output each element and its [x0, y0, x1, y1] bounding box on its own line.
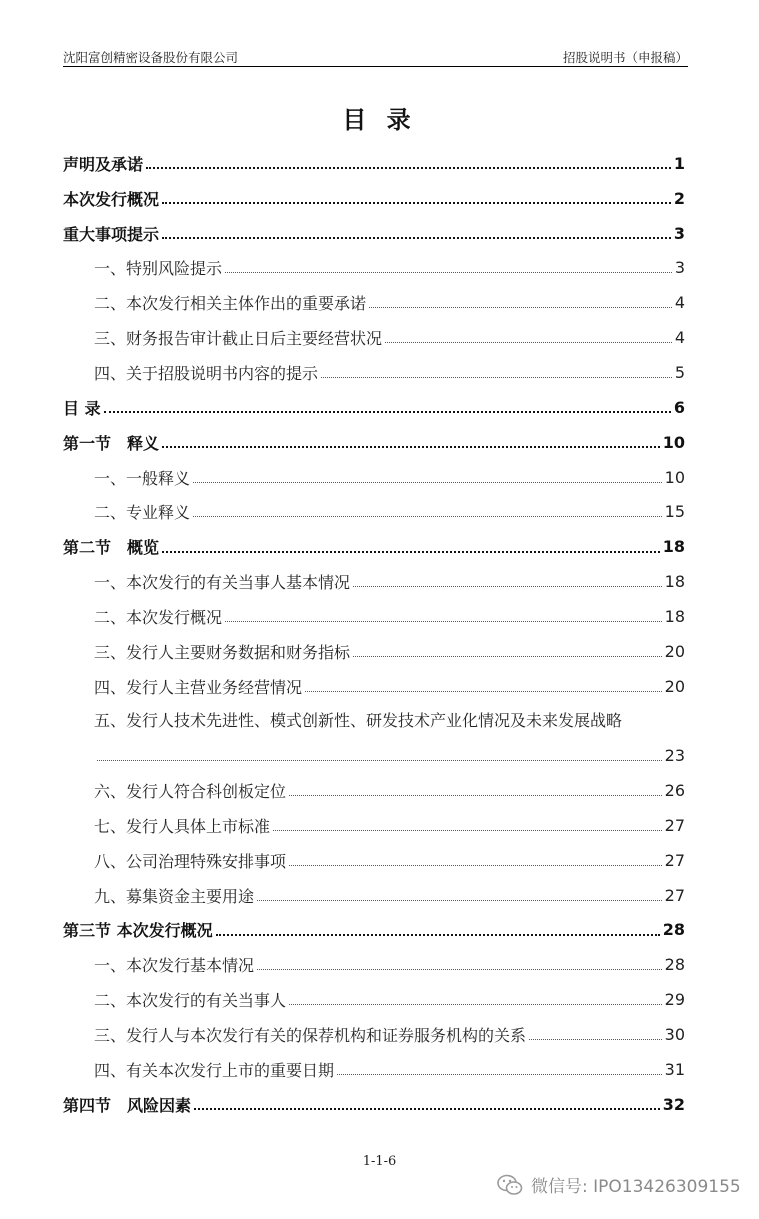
toc-entry-page: 23 — [664, 746, 685, 766]
toc-section-entry[interactable] — [63, 1052, 685, 1087]
toc-leader-dots — [257, 969, 662, 970]
toc-entry-label: 本次发行概况 — [63, 189, 160, 209]
toc-entry-page: 31 — [664, 1059, 685, 1079]
toc-leader-dots — [321, 377, 672, 378]
toc-entry-label: 第一节 释义 — [63, 433, 160, 453]
toc-chapter-entry[interactable] — [63, 425, 685, 460]
toc-entry-label: 目 录 — [63, 398, 101, 418]
toc-entry-page: 27 — [664, 885, 685, 905]
toc-section-entry[interactable] — [63, 843, 685, 878]
toc-entry-page: 1 — [673, 153, 685, 173]
toc-leader-dots — [257, 900, 662, 901]
toc-entry-label: 二、本次发行的有关当事人 — [94, 991, 287, 1011]
toc-entry-page: 15 — [664, 502, 685, 522]
toc-entry-label: 七、发行人具体上市标准 — [94, 816, 271, 836]
wechat-icon — [497, 1174, 523, 1196]
toc-entry-page: 28 — [662, 920, 685, 940]
toc-entry-label: 二、本次发行相关主体作出的重要承诺 — [94, 294, 367, 314]
toc-entry-page: 20 — [664, 641, 685, 661]
toc-leader-dots — [162, 551, 660, 553]
toc-section-entry[interactable] — [63, 634, 685, 669]
toc-leader-dots — [216, 934, 660, 936]
watermark-text: 微信号: IPO13426309155 — [531, 1177, 741, 1197]
toc-section-entry[interactable] — [63, 947, 685, 982]
toc-leader-dots — [369, 307, 672, 308]
toc-leader-dots — [353, 586, 662, 587]
toc-section-entry[interactable] — [63, 564, 685, 599]
toc-chapter-entry[interactable] — [63, 181, 685, 216]
toc-leader-dots — [273, 830, 662, 831]
toc-entry-label: 三、发行人主要财务数据和财务指标 — [94, 642, 351, 662]
toc-entry-page: 3 — [674, 258, 685, 278]
toc-entry-label: 二、本次发行概况 — [94, 607, 223, 627]
toc-section-entry[interactable] — [63, 982, 685, 1017]
header-rule — [63, 66, 688, 67]
toc-entry-page: 28 — [664, 955, 685, 975]
toc-leader-dots — [104, 411, 671, 413]
toc-chapter-entry[interactable] — [63, 216, 685, 251]
toc-entry-page: 3 — [673, 223, 685, 243]
toc-section-entry[interactable] — [63, 251, 685, 286]
toc-entry-label: 一、特别风险提示 — [94, 259, 223, 279]
toc-entry-page: 6 — [673, 397, 685, 417]
header-doc-title: 招股说明书（申报稿） — [562, 50, 688, 65]
page-header — [63, 46, 688, 64]
toc-entry-page: 5 — [674, 362, 685, 382]
toc-section-entry[interactable] — [63, 320, 685, 355]
toc-chapter-entry[interactable] — [63, 1087, 685, 1122]
toc-entry-label: 声明及承诺 — [63, 154, 144, 174]
toc-entry-label: 第二节 概览 — [63, 538, 160, 558]
toc-entry-page: 26 — [664, 781, 685, 801]
toc-section-entry[interactable] — [63, 599, 685, 634]
toc-leader-dots — [225, 621, 662, 622]
watermark — [497, 1172, 741, 1197]
toc-leader-dots — [305, 691, 662, 692]
toc-leader-dots — [289, 795, 662, 796]
toc-entry-page: 29 — [664, 990, 685, 1010]
toc-leader-dots — [162, 202, 671, 204]
toc-entry-label: 三、发行人与本次发行有关的保荐机构和证券服务机构的关系 — [94, 1026, 527, 1046]
toc-entry-label: 五、发行人技术先进性、模式创新性、研发技术产业化情况及未来发展战略 — [94, 710, 623, 730]
toc-leader-dots — [193, 482, 662, 483]
toc-entry-page: 32 — [662, 1094, 685, 1114]
toc-entry-page: 18 — [664, 606, 685, 626]
toc-section-entry[interactable] — [63, 878, 685, 913]
toc-entry-label: 一、本次发行的有关当事人基本情况 — [94, 573, 351, 593]
page-number: 1-1-6 — [362, 1154, 397, 1169]
header-company: 沈阳富创精密设备股份有限公司 — [63, 50, 239, 65]
toc-section-entry[interactable] — [63, 355, 685, 390]
toc-entry-page: 4 — [674, 293, 685, 313]
toc-entry-page: 27 — [664, 850, 685, 870]
toc-entry-page: 27 — [664, 815, 685, 835]
toc-section-entry[interactable] — [63, 494, 685, 529]
toc-leader-dots — [97, 760, 662, 761]
table-of-contents — [63, 146, 685, 1122]
toc-chapter-entry[interactable] — [63, 913, 685, 948]
toc-leader-dots — [194, 1108, 660, 1110]
toc-entry-page: 10 — [662, 432, 685, 452]
toc-entry-page: 18 — [664, 572, 685, 592]
toc-leader-dots — [225, 272, 672, 273]
toc-entry-label: 一、本次发行基本情况 — [94, 956, 255, 976]
toc-entry-page: 30 — [664, 1025, 685, 1045]
toc-leader-dots — [385, 342, 672, 343]
toc-entry-label: 第三节 本次发行概况 — [63, 921, 213, 941]
toc-leader-dots — [289, 865, 662, 866]
toc-section-entry[interactable] — [63, 808, 685, 843]
toc-section-entry[interactable] — [63, 460, 685, 495]
toc-leader-dots — [162, 446, 660, 448]
toc-chapter-entry[interactable] — [63, 390, 685, 425]
toc-section-entry[interactable] — [63, 704, 685, 774]
toc-chapter-entry[interactable] — [63, 529, 685, 564]
toc-entry-label: 八、公司治理特殊安排事项 — [94, 851, 287, 871]
toc-section-entry[interactable] — [63, 773, 685, 808]
toc-leader-dots — [162, 237, 671, 239]
toc-entry-label: 重大事项提示 — [63, 224, 160, 244]
toc-leader-dots — [193, 516, 662, 517]
toc-entry-page: 20 — [664, 676, 685, 696]
toc-entry-page: 4 — [674, 328, 685, 348]
toc-entry-page: 2 — [673, 188, 685, 208]
page-title: 目 录 — [342, 106, 417, 134]
toc-chapter-entry[interactable] — [63, 146, 685, 181]
toc-entry-page: 10 — [664, 467, 685, 487]
toc-entry-label: 一、一般释义 — [94, 468, 191, 488]
toc-entry-label: 四、有关本次发行上市的重要日期 — [94, 1060, 335, 1080]
toc-section-entry[interactable] — [63, 1017, 685, 1052]
toc-leader-dots — [337, 1074, 662, 1075]
toc-entry-page: 18 — [662, 537, 685, 557]
toc-leader-dots — [146, 167, 671, 169]
toc-entry-label: 四、发行人主营业务经营情况 — [94, 677, 303, 697]
toc-section-entry[interactable] — [63, 669, 685, 704]
toc-entry-label: 六、发行人符合科创板定位 — [94, 782, 287, 802]
toc-entry-label: 第四节 风险因素 — [63, 1095, 192, 1115]
toc-section-entry[interactable] — [63, 285, 685, 320]
toc-entry-label: 二、专业释义 — [94, 503, 191, 523]
toc-entry-label: 三、财务报告审计截止日后主要经营状况 — [94, 329, 383, 349]
toc-entry-label: 九、募集资金主要用途 — [94, 886, 255, 906]
toc-leader-dots — [529, 1039, 662, 1040]
toc-leader-dots — [289, 1004, 662, 1005]
toc-leader-dots — [353, 656, 662, 657]
toc-entry-label: 四、关于招股说明书内容的提示 — [94, 363, 319, 383]
